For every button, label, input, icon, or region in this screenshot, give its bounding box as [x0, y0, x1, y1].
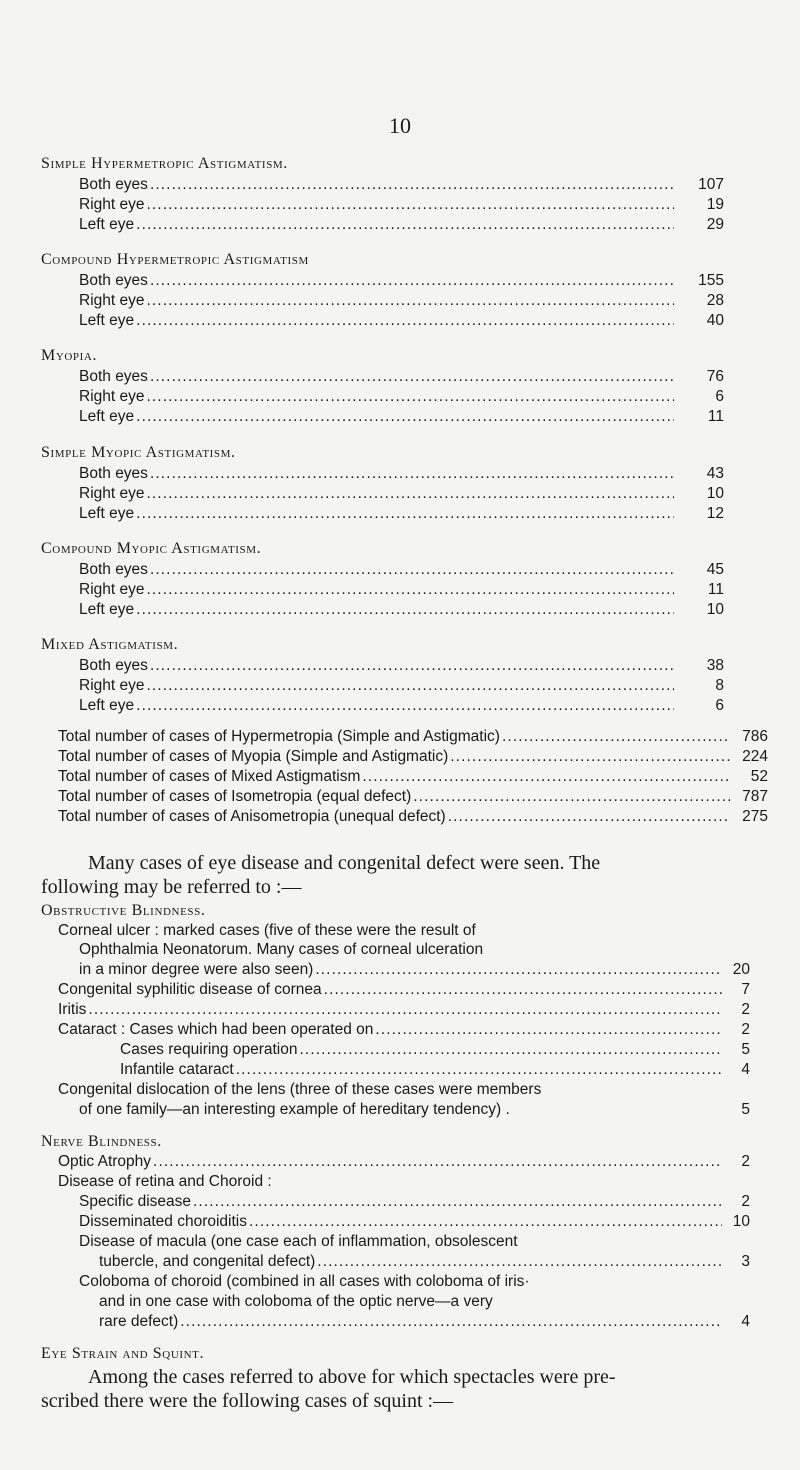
row-value: 4 [741, 1061, 750, 1078]
list-item [79, 175, 674, 195]
macula-line: Disease of macula (one case each of inflammation, obsolescent [79, 1233, 518, 1250]
row-label: Left eye [79, 408, 135, 425]
row-label: Both eyes [79, 657, 148, 674]
list-item [79, 960, 722, 980]
row-value: 29 [706, 216, 724, 233]
eye-strain-line: Among the cases referred to above for which spectacles were pre- [88, 1366, 616, 1388]
list-item [79, 387, 674, 407]
row-value: 4 [741, 1313, 750, 1330]
row-label: Left eye [79, 312, 135, 329]
coloboma-line: and in one case with coloboma of the optic nerve—a very [99, 1293, 493, 1310]
row-label: Both eyes [79, 176, 148, 193]
row-label: Right eye [79, 196, 145, 213]
list-item [79, 464, 674, 484]
row-value: 12 [706, 505, 724, 522]
list-item [79, 676, 674, 696]
row-label: Both eyes [79, 561, 148, 578]
totals-label: Total number of cases of Mixed Astigmatism [58, 768, 361, 785]
section-heading: Simple Myopic Astigmatism. [41, 444, 236, 461]
list-item [79, 367, 674, 387]
totals-row [58, 787, 730, 807]
list-item [79, 560, 674, 580]
list-item [79, 1192, 722, 1212]
row-label: Disseminated choroiditis [79, 1213, 247, 1230]
section-heading: Simple Hypermetropic Astigmatism. [41, 155, 288, 172]
list-item [79, 696, 674, 716]
list-item [58, 1000, 722, 1020]
list-item [79, 311, 674, 331]
row-value: 10 [706, 601, 724, 618]
totals-row [58, 727, 730, 747]
list-item [58, 1152, 722, 1172]
eye-strain-heading: Eye Strain and Squint. [41, 1345, 205, 1362]
list-item [58, 1020, 722, 1040]
corneal-line: in a minor degree were also seen) [79, 961, 314, 978]
list-item [79, 195, 674, 215]
row-label: Left eye [79, 505, 135, 522]
section-heading: Mixed Astigmatism. [41, 636, 179, 653]
row-label: Right eye [79, 292, 145, 309]
list-item [79, 504, 674, 524]
row-value: 10 [706, 485, 724, 502]
row-value: 3 [741, 1253, 750, 1270]
row-value: 2 [741, 1001, 750, 1018]
row-label: Both eyes [79, 368, 148, 385]
obstructive-heading: Obstructive Blindness. [41, 902, 206, 919]
totals-value: 275 [742, 808, 768, 825]
coloboma-line: Coloboma of choroid (combined in all cases with coloboma of iris· [79, 1273, 530, 1290]
row-value: 8 [715, 677, 724, 694]
eye-strain-line: scribed there were the following cases of squint :— [41, 1390, 454, 1412]
row-value: 2 [741, 1193, 750, 1210]
row-label: Right eye [79, 677, 145, 694]
list-item [79, 600, 674, 620]
section-heading: Myopia. [41, 347, 98, 364]
row-label: Left eye [79, 601, 135, 618]
list-item [79, 580, 674, 600]
row-value: 40 [706, 312, 724, 329]
totals-value: 224 [742, 748, 768, 765]
dislocation-line: of one family—an interesting example of hereditary tendency) . [79, 1101, 510, 1118]
row-value: 155 [698, 272, 724, 289]
intro-line: Many cases of eye disease and congenital defect were seen. The [88, 852, 601, 874]
row-value: 2 [741, 1021, 750, 1038]
row-value: 6 [715, 697, 724, 714]
nerve-heading: Nerve Blindness. [41, 1133, 162, 1150]
row-value: 28 [706, 292, 724, 309]
list-item [79, 291, 674, 311]
row-value: 43 [706, 465, 724, 482]
macula-line: tubercle, and congenital defect) [99, 1253, 316, 1270]
row-value: 20 [732, 961, 750, 978]
corneal-line: Ophthalmia Neonatorum. Many cases of corneal ulceration [79, 941, 484, 958]
row-label: Left eye [79, 216, 135, 233]
totals-row [58, 807, 730, 827]
list-item [120, 1040, 722, 1060]
list-item [99, 1252, 722, 1272]
corneal-line: Corneal ulcer : marked cases (five of these were the result of [58, 922, 476, 939]
list-item [79, 215, 674, 235]
page-number: 10 [389, 113, 411, 138]
totals-row [58, 747, 730, 767]
intro-line: following may be referred to :— [41, 876, 302, 898]
dislocation-line: Congenital dislocation of the lens (three of these cases were members [58, 1081, 542, 1098]
row-label: Right eye [79, 388, 145, 405]
row-value: 38 [706, 657, 724, 674]
list-item [79, 407, 674, 427]
row-label: Both eyes [79, 465, 148, 482]
totals-label: Total number of cases of Myopia (Simple and Astigmatic) [58, 748, 449, 765]
row-value: 7 [741, 981, 750, 998]
list-item [58, 980, 722, 1000]
totals-label: Total number of cases of Anisometropia (unequal defect) [58, 808, 446, 825]
row-value: 76 [706, 368, 724, 385]
list-item [120, 1060, 722, 1080]
totals-value: 52 [750, 768, 768, 785]
section-heading: Compound Myopic Astigmatism. [41, 540, 262, 557]
row-value: 11 [707, 581, 724, 598]
row-value: 6 [715, 388, 724, 405]
row-label: Right eye [79, 581, 145, 598]
row-label: Optic Atrophy [58, 1153, 152, 1170]
row-value: 11 [707, 408, 724, 425]
row-label: Both eyes [79, 272, 148, 289]
row-label: Left eye [79, 697, 135, 714]
retina-line: Disease of retina and Choroid : [58, 1173, 272, 1190]
coloboma-line: rare defect) [99, 1313, 179, 1330]
totals-value: 786 [742, 728, 768, 745]
row-label: Specific disease [79, 1193, 192, 1210]
totals-row [58, 767, 730, 787]
list-item [79, 656, 674, 676]
row-label: Right eye [79, 485, 145, 502]
totals-label: Total number of cases of Hypermetropia (Simple and Astigmatic) [58, 728, 500, 745]
row-label: Iritis [58, 1001, 87, 1018]
row-value: 45 [706, 561, 724, 578]
row-label: Infantile cataract [120, 1061, 234, 1078]
list-item [79, 1212, 722, 1232]
totals-label: Total number of cases of Isometropia (equal defect) [58, 788, 412, 805]
row-value: 5 [741, 1041, 750, 1058]
row-value: 2 [741, 1153, 750, 1170]
row-value: 107 [698, 176, 724, 193]
row-value: 19 [706, 196, 724, 213]
row-label: Cataract : Cases which had been operated on [58, 1021, 374, 1038]
section-heading: Compound Hypermetropic Astigmatism [41, 251, 309, 268]
row-label: Cases requiring operation [120, 1041, 298, 1058]
list-item [99, 1312, 722, 1332]
row-value: 5 [741, 1101, 750, 1118]
row-value: 10 [732, 1213, 750, 1230]
list-item [79, 271, 674, 291]
list-item [79, 484, 674, 504]
row-label: Congenital syphilitic disease of cornea [58, 981, 322, 998]
totals-value: 787 [742, 788, 768, 805]
